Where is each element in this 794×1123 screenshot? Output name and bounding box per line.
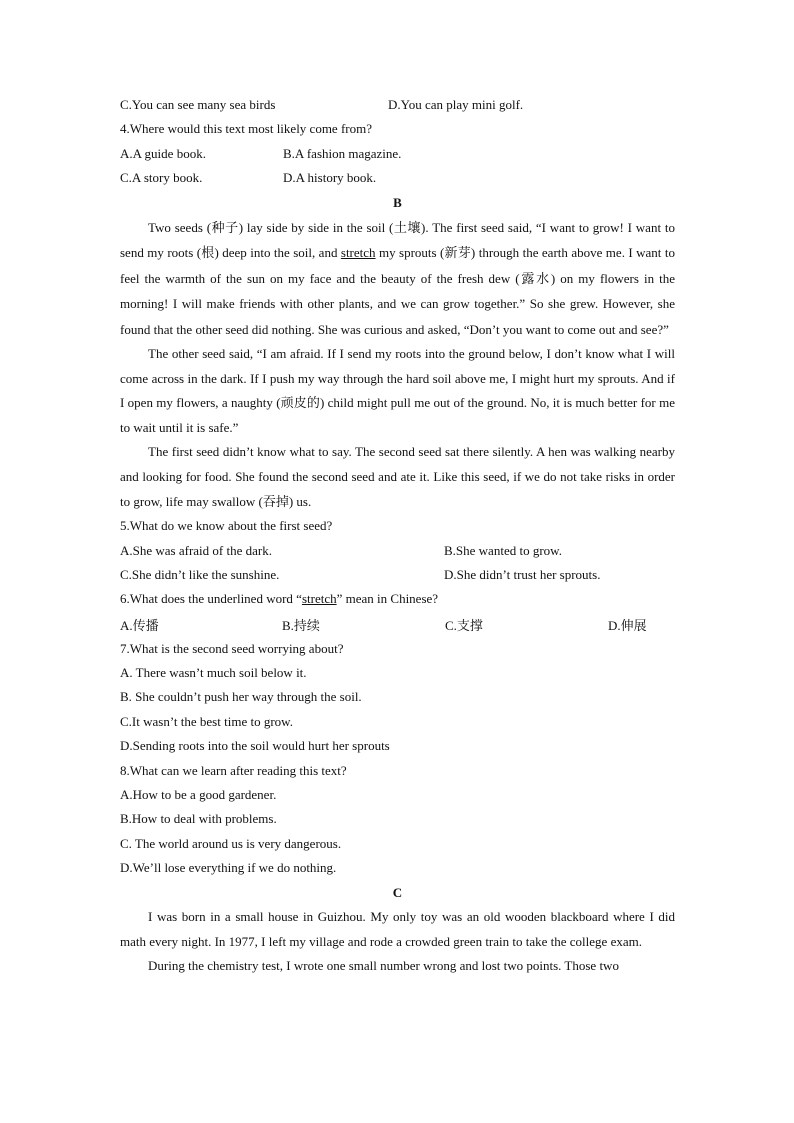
q6-stem-part-a: 6.What does the underlined word “ xyxy=(120,591,302,607)
q7-option-d: D.Sending roots into the soil would hurt her sprouts xyxy=(120,738,390,754)
section-b-paragraph-2: The other seed said, “I am afraid. If I send my roots into the ground below, I don’t know what I will come across in the dark. If I push my way through the hard soil above me, I might hurt my sprouts. And if I open my flowers, a naughty (顽皮的) child might pull me out of the ground. No, it is much better for me to wait until it is safe.” xyxy=(120,345,675,435)
q3-option-c: C.You can see many sea birds xyxy=(120,97,276,113)
q3-option-d: D.You can play mini golf. xyxy=(388,97,524,113)
q3-options-cd xyxy=(120,93,675,117)
q5-option-a: A.She was afraid of the dark. xyxy=(120,542,272,558)
q7-option-a: A. There wasn’t much soil below it. xyxy=(120,665,307,681)
q4-stem: 4.Where would this text most likely come from? xyxy=(120,121,372,137)
q6-stem xyxy=(120,587,675,611)
q4-options-ab xyxy=(120,142,675,166)
q8-option-c: C. The world around us is very dangerous. xyxy=(120,835,342,851)
q6-stem-part-b: ” mean in Chinese? xyxy=(336,591,439,607)
q4-option-b: B.A fashion magazine. xyxy=(283,145,402,161)
q5-options-cd xyxy=(120,563,675,587)
q6-options xyxy=(120,612,675,637)
section-b-paragraph-3: The first seed didn’t know what to say. The second seed sat there silently. A hen was walking nearby and looking for food. She found the second seed and ate it. Like this seed, if we do not take risks in order to grow, life may swallow (吞掉) us. xyxy=(120,444,675,509)
q5-option-d: D.She didn’t trust her sprouts. xyxy=(444,567,601,583)
section-b-p1-part-a: Two seeds (种子) lay side by side in the soil (土壤). The first seed said, “I want to grow! I want to send my roots (根) deep into the soil, and xyxy=(120,219,675,261)
section-b-p1-part-b: my sprouts (新芽) through the earth above me. I want to feel the warmth of the sun on my face and the beauty of the fresh dew (露水) on my flowers in the morning! I will make friends with other plants, and we can grow together.” So she grew. However, she found that the other seed did nothing. She was curious and asked, “Don’t you want to come out and see?” xyxy=(120,245,675,337)
q4-option-d: D.A history book. xyxy=(283,170,377,186)
q8-option-b: B.How to deal with problems. xyxy=(120,811,277,827)
q6-underlined-word: stretch xyxy=(301,591,337,607)
q5-options-ab xyxy=(120,539,675,563)
q5-option-c: C.She didn’t like the sunshine. xyxy=(120,567,280,583)
q6-option-a: A.传播 xyxy=(120,617,159,633)
q7-option-b: B. She couldn’t push her way through the soil. xyxy=(120,689,362,705)
section-b-paragraph-1 xyxy=(120,215,675,342)
q5-option-b: B.She wanted to grow. xyxy=(444,542,562,558)
q4-option-c: C.A story book. xyxy=(120,170,203,186)
underlined-word-stretch: stretch xyxy=(340,245,376,261)
section-c-paragraph-2: During the chemistry test, I wrote one small number wrong and lost two points. Those two xyxy=(148,958,619,974)
q4-option-a: A.A guide book. xyxy=(120,145,206,161)
q7-stem: 7.What is the second seed worrying about? xyxy=(120,640,344,656)
section-c-paragraph-1: I was born in a small house in Guizhou. My only toy was an old wooden blackboard where I did math every night. In 1977, I left my village and rode a crowded green train to take the college exam. xyxy=(120,909,675,949)
q5-stem: 5.What do we know about the first seed? xyxy=(120,518,333,534)
section-b-heading: B xyxy=(393,194,402,210)
page-content xyxy=(120,93,675,979)
q7-option-c: C.It wasn’t the best time to grow. xyxy=(120,713,293,729)
q6-option-c: C.支撑 xyxy=(445,617,483,633)
q6-option-b: B.持续 xyxy=(282,617,320,633)
q8-option-d: D.We’ll lose everything if we do nothing. xyxy=(120,860,337,876)
section-c-heading: C xyxy=(392,884,403,900)
q8-stem: 8.What can we learn after reading this text? xyxy=(120,762,347,778)
q6-option-d: D.伸展 xyxy=(608,617,647,633)
q4-options-cd xyxy=(120,166,675,190)
q8-option-a: A.How to be a good gardener. xyxy=(120,787,277,803)
